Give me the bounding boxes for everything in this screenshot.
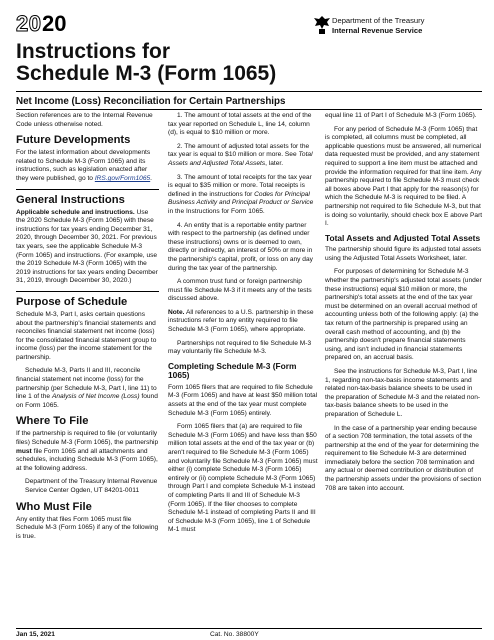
note-paragraph: [168, 309, 318, 335]
agency-block: [332, 16, 482, 36]
title-divider: [16, 91, 482, 92]
where-b: file Form 1065 and all attachments and schedules, including Schedule M-3 (Form 1065), at the following address.: [16, 447, 158, 472]
criterion-2-ital: Total Assets and Adjusted Total Assets: [168, 151, 313, 167]
irs-eagle-icon: [312, 14, 332, 36]
who-must-file-text: Any entity that files Form 1065 must file Schedule M-3 (Form 1065) if any of the following is true.: [16, 515, 159, 540]
criterion-3-b: in the Instructions for Form 1065.: [168, 207, 265, 215]
purposes-text: For purposes of determining for Schedule M-3 whether the partnership's adjusted total assets (under these instructions) equal $10 million or more, the partnership's total assets at the end of the tax year must be determined on an overall accrual method of accounting unless both of the following apply: (a) the tax return of the partnership is prepared using an overall cash method of accounting, and (b) the partnership doesn't prepare financial statements using, and isn't included in financial statements prepared on, an accrual basis.: [325, 268, 482, 362]
criterion-2-b: , later.: [265, 159, 284, 167]
completing-p1: Form 1065 filers that are required to file Schedule M-3 (Form 1065) and have at least $50 million total assets at the end of the tax year must complete Schedule M-3 (Form 1065) entirely.: [168, 383, 318, 417]
applicable-text: Use the 2020 Schedule M-3 (Form 1065) with these instructions for tax years ending December 31, 2020, through December 30, 2021. For previous tax years, see the applicable Schedule M-3 (Form 1065) and instructions. (For example, use the 2019 Schedule M-3 (Form 1065) with the 2019 instructions for tax years ending December 31, 2019, through December 30, 2020.): [16, 208, 158, 285]
note-text: All references to a U.S. partnership in these instructions refer to any entity required to file Schedule M-3 (Form 1065), where appropriate.: [168, 308, 314, 334]
completing-p2: Form 1065 filers that (a) are required to file Schedule M-3 (Form 1065) and have less than $50 million total assets at the end of the tax year or (b) aren't required to file Schedule M-3 (Form 1065) and voluntarily file Schedule M-3 (Form 1065) must either (i) complete Schedule M-3 (Form 1065) entirely or (ii) complete Schedule M-3 (Form 1065) through Part I and complete Schedule M-1 instead of completing Parts II and III of Schedule M-3 (Form 1065). If the filer chooses to complete Schedule M-1 instead of completing Parts II and III of Schedule M-3 (Form 1065), line 1 of Schedule M-1 must: [168, 423, 318, 534]
not-required-text: Partnerships not required to file Schedule M-3 may voluntarily file Schedule M-3.: [168, 339, 312, 356]
criterion-3-a: 3. The amount of total receipts for the tax year is equal to $35 million or more. Total receipts is defined in the instructions for: [168, 173, 312, 198]
section-divider: [16, 291, 159, 292]
criterion-2-a: 2. The amount of adjusted total assets for the tax year is equal to $10 million or more. See: [168, 142, 310, 159]
column-middle: [168, 112, 318, 540]
footer-divider: [16, 628, 482, 629]
total-assets-text: The partnership should figure its adjusted total assets using the Adjusted Total Assets Worksheet, later.: [325, 246, 482, 262]
note-lead: Note.: [168, 308, 185, 316]
column-right: [325, 112, 483, 498]
applicable-paragraph: [16, 209, 159, 286]
year-solid-digits: 20: [42, 11, 67, 36]
year-outline-digits: 20: [16, 11, 42, 36]
purpose-p1: Schedule M-3, Part I, asks certain questions about the partnership's financial statements and reconciles financial statement net income (loss) for the consolidated financial statement group to income (loss) per the income statement for the partnership.: [16, 310, 157, 361]
department-name: Department of the Treasury: [332, 16, 425, 25]
purpose-p2-a: Schedule M-3, Parts II and III, reconcile financial statement net income (loss) for the partnership (per Schedule M-3, Part I, line 11) to line 1 of the: [16, 367, 157, 401]
section-divider: [16, 189, 159, 190]
criterion-1: 1. The amount of total assets at the end of the tax year reported on Schedule L, line 14, column (d), is equal to $10 million or more.: [168, 112, 312, 137]
foreign-partnership-text: A common trust fund or foreign partnership must file Schedule M-3 if it meets any of the tests discussed above.: [168, 278, 312, 303]
where-to-file-heading: Where To File: [16, 415, 89, 428]
future-developments-heading: Future Developments: [16, 134, 131, 147]
continuation-text: equal line 11 of Part I of Schedule M-3 (Form 1065).: [325, 112, 477, 119]
where-to-file-text: [16, 430, 159, 473]
criterion-2: [168, 143, 318, 169]
total-assets-heading: Total Assets and Adjusted Total Assets: [325, 232, 481, 243]
criterion-4: 4. An entity that is a reportable entity partner with respect to the partnership (as defined under these instructions) owns or is deemed to own, directly or indirectly, an interest of 50% or more in the partnership's capital, profit, or loss on any day during the tax year of the partnership.: [168, 221, 313, 272]
criterion-3-ital: Codes for Principal Business Activity and Principal Product or Service: [168, 190, 314, 207]
intro-text: Section references are to the Internal Revenue Code unless otherwise noted.: [16, 112, 153, 128]
page-subtitle: Net Income (Loss) Reconciliation for Certain Partnerships: [16, 96, 286, 107]
see-instructions-text: See the instructions for Schedule M-3, Part I, line 1, regarding non-tax-basis income statements and related non-tax-basis balance sheets to be used in the preparation of Schedule M-3 and the related non-tax-basis balance sheets to be used in the preparation of Schedule L.: [325, 367, 481, 418]
who-must-file-heading: Who Must File: [16, 500, 92, 513]
where-a: If the partnership is required to file (or voluntarily files) Schedule M-3 (Form 1065), the partnership: [16, 430, 159, 447]
page-title-line1: Instructions for: [16, 40, 171, 63]
page-title-line2: Schedule M-3 (Form 1065): [16, 62, 277, 85]
purpose-p2-ital: Analysis of Net Income (Loss): [51, 393, 140, 401]
subtitle-divider: [16, 109, 482, 110]
purpose-heading: Purpose of Schedule: [16, 295, 128, 308]
column-left: [16, 112, 159, 546]
general-instructions-heading: General Instructions: [16, 193, 125, 206]
irs-address: Department of the Treasury Internal Revenue Service Center Ogden, UT 84201-0011: [25, 478, 158, 494]
form1065-link[interactable]: IRS.gov/Form1065: [94, 174, 151, 182]
completing-heading: Completing Schedule M-3 (Form 1065): [168, 360, 297, 381]
where-bold: must: [16, 447, 32, 455]
purpose-p2-b: found on Form 1065.: [16, 393, 158, 409]
agency-name: Internal Revenue Service: [332, 26, 423, 35]
applicable-lead: Applicable schedule and instructions.: [16, 208, 135, 216]
catalog-number: Cat. No. 38800Y: [210, 631, 259, 638]
future-text: For the latest information about developments related to Schedule M-3 (Form 1065) and its instructions, such as legislation enacted after they were published, go to: [16, 149, 151, 182]
section-708-text: In the case of a partnership year ending because of a section 708 termination, the total assets of the partnership at the end of the year for determining the requirement to file Schedule M-3 are determined immediately before the section 708 termination and any actual or deemed contribution or distribution of the partnership assets under the provisions of section 708 are taken into account.: [325, 424, 482, 492]
future-developments-text: For the latest information about developments related to Schedule M-3 (Form 1065) and its instructions, such as legislation enacted after they were published, go to IRS.gov/Form1065.: [16, 149, 153, 182]
revision-date: Jan 15, 2021: [16, 631, 55, 638]
any-period-text: For any period of Schedule M-3 (Form 1065) that is completed, all columns must be completed, all applicable questions must be answered, all numerical data requested must be provided, and any statement required to support a line item must be attached and provide the information required for that line item. Any partnership required to file Schedule M-3 must check all boxes above Part I that apply for the reason(s) for which the Schedule M-3 is required to be filed. A partnership not required to file Schedule M-3, but that is doing so voluntarily, should check box E above Part I.: [325, 125, 483, 228]
criterion-3: [168, 174, 318, 217]
purpose-p2: [16, 367, 159, 410]
